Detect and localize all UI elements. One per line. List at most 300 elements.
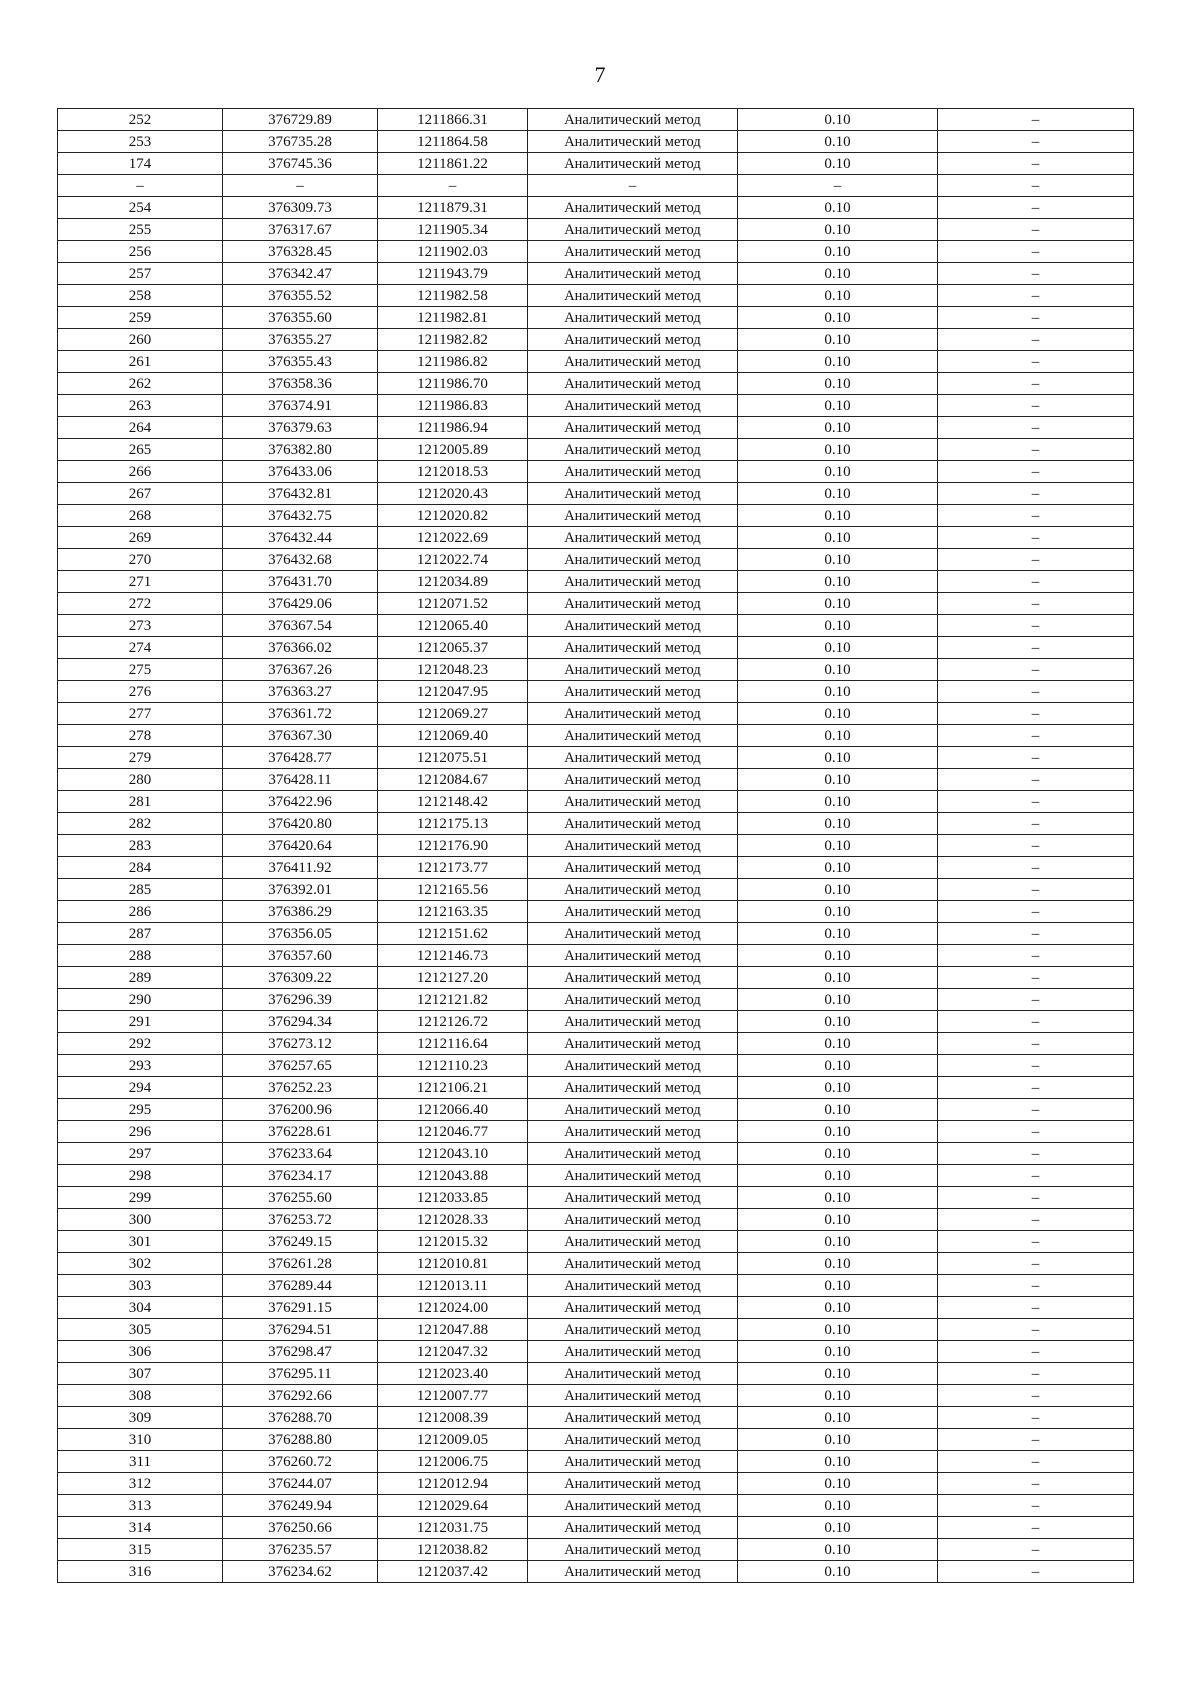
- method-cell: Аналитический метод: [528, 307, 738, 329]
- point-number-cell: 279: [58, 747, 223, 769]
- x-coordinate-cell: 376257.65: [223, 1055, 378, 1077]
- y-coordinate-cell: 1212024.00: [378, 1297, 528, 1319]
- x-coordinate-cell: 376228.61: [223, 1121, 378, 1143]
- accuracy-cell: 0.10: [738, 505, 938, 527]
- table-row: [58, 109, 1134, 131]
- point-number-cell: 309: [58, 1407, 223, 1429]
- method-cell: Аналитический метод: [528, 791, 738, 813]
- description-cell: –: [938, 945, 1134, 967]
- table-row: [58, 351, 1134, 373]
- method-cell: Аналитический метод: [528, 1143, 738, 1165]
- y-coordinate-cell: 1212034.89: [378, 571, 528, 593]
- method-cell: Аналитический метод: [528, 1165, 738, 1187]
- point-number-cell: 305: [58, 1319, 223, 1341]
- point-number-cell: 277: [58, 703, 223, 725]
- point-number-cell: 275: [58, 659, 223, 681]
- y-coordinate-cell: 1212106.21: [378, 1077, 528, 1099]
- description-cell: –: [938, 1231, 1134, 1253]
- point-number-cell: 308: [58, 1385, 223, 1407]
- x-coordinate-cell: 376357.60: [223, 945, 378, 967]
- description-cell: –: [938, 241, 1134, 263]
- table-row: [58, 549, 1134, 571]
- y-coordinate-cell: 1212020.82: [378, 505, 528, 527]
- x-coordinate-cell: 376298.47: [223, 1341, 378, 1363]
- y-coordinate-cell: 1212165.56: [378, 879, 528, 901]
- y-coordinate-cell: 1212069.27: [378, 703, 528, 725]
- table-row: [58, 417, 1134, 439]
- accuracy-cell: 0.10: [738, 1517, 938, 1539]
- description-cell: –: [938, 1209, 1134, 1231]
- point-number-cell: 258: [58, 285, 223, 307]
- accuracy-cell: 0.10: [738, 109, 938, 131]
- method-cell: Аналитический метод: [528, 1517, 738, 1539]
- point-number-cell: 313: [58, 1495, 223, 1517]
- x-coordinate-cell: 376433.06: [223, 461, 378, 483]
- y-coordinate-cell: 1212007.77: [378, 1385, 528, 1407]
- y-coordinate-cell: –: [378, 175, 528, 197]
- description-cell: –: [938, 1407, 1134, 1429]
- accuracy-cell: 0.10: [738, 549, 938, 571]
- y-coordinate-cell: 1212005.89: [378, 439, 528, 461]
- accuracy-cell: 0.10: [738, 1055, 938, 1077]
- method-cell: Аналитический метод: [528, 373, 738, 395]
- point-number-cell: 294: [58, 1077, 223, 1099]
- y-coordinate-cell: 1211982.81: [378, 307, 528, 329]
- point-number-cell: 283: [58, 835, 223, 857]
- x-coordinate-cell: 376273.12: [223, 1033, 378, 1055]
- point-number-cell: 253: [58, 131, 223, 153]
- accuracy-cell: 0.10: [738, 835, 938, 857]
- accuracy-cell: 0.10: [738, 967, 938, 989]
- description-cell: –: [938, 1143, 1134, 1165]
- method-cell: Аналитический метод: [528, 219, 738, 241]
- point-number-cell: 278: [58, 725, 223, 747]
- x-coordinate-cell: 376294.51: [223, 1319, 378, 1341]
- point-number-cell: 174: [58, 153, 223, 175]
- y-coordinate-cell: 1211986.83: [378, 395, 528, 417]
- x-coordinate-cell: 376289.44: [223, 1275, 378, 1297]
- method-cell: Аналитический метод: [528, 769, 738, 791]
- x-coordinate-cell: 376420.80: [223, 813, 378, 835]
- x-coordinate-cell: 376745.36: [223, 153, 378, 175]
- x-coordinate-cell: 376292.66: [223, 1385, 378, 1407]
- accuracy-cell: –: [738, 175, 938, 197]
- accuracy-cell: 0.10: [738, 1209, 938, 1231]
- table-row: [58, 1231, 1134, 1253]
- x-coordinate-cell: 376729.89: [223, 109, 378, 131]
- x-coordinate-cell: 376735.28: [223, 131, 378, 153]
- accuracy-cell: 0.10: [738, 1187, 938, 1209]
- table-row: [58, 505, 1134, 527]
- x-coordinate-cell: 376288.70: [223, 1407, 378, 1429]
- table-row: [58, 1209, 1134, 1231]
- point-number-cell: 263: [58, 395, 223, 417]
- description-cell: –: [938, 1297, 1134, 1319]
- description-cell: –: [938, 835, 1134, 857]
- coordinates-table-body: [58, 109, 1134, 1583]
- table-row: [58, 197, 1134, 219]
- table-row: [58, 681, 1134, 703]
- accuracy-cell: 0.10: [738, 1363, 938, 1385]
- method-cell: Аналитический метод: [528, 681, 738, 703]
- accuracy-cell: 0.10: [738, 1319, 938, 1341]
- x-coordinate-cell: 376355.43: [223, 351, 378, 373]
- method-cell: Аналитический метод: [528, 1473, 738, 1495]
- y-coordinate-cell: 1212006.75: [378, 1451, 528, 1473]
- x-coordinate-cell: 376250.66: [223, 1517, 378, 1539]
- description-cell: –: [938, 197, 1134, 219]
- x-coordinate-cell: 376249.94: [223, 1495, 378, 1517]
- x-coordinate-cell: 376386.29: [223, 901, 378, 923]
- table-row: [58, 615, 1134, 637]
- y-coordinate-cell: 1211982.82: [378, 329, 528, 351]
- accuracy-cell: 0.10: [738, 1341, 938, 1363]
- y-coordinate-cell: 1211866.31: [378, 109, 528, 131]
- accuracy-cell: 0.10: [738, 945, 938, 967]
- accuracy-cell: 0.10: [738, 1077, 938, 1099]
- accuracy-cell: 0.10: [738, 285, 938, 307]
- table-row: [58, 1319, 1134, 1341]
- point-number-cell: 315: [58, 1539, 223, 1561]
- point-number-cell: 316: [58, 1561, 223, 1583]
- x-coordinate-cell: 376428.77: [223, 747, 378, 769]
- method-cell: Аналитический метод: [528, 1209, 738, 1231]
- accuracy-cell: 0.10: [738, 263, 938, 285]
- method-cell: Аналитический метод: [528, 1011, 738, 1033]
- description-cell: –: [938, 153, 1134, 175]
- accuracy-cell: 0.10: [738, 659, 938, 681]
- table-row: [58, 1121, 1134, 1143]
- y-coordinate-cell: 1212043.10: [378, 1143, 528, 1165]
- method-cell: Аналитический метод: [528, 879, 738, 901]
- table-row: [58, 131, 1134, 153]
- x-coordinate-cell: 376291.15: [223, 1297, 378, 1319]
- table-row: [58, 1055, 1134, 1077]
- x-coordinate-cell: 376420.64: [223, 835, 378, 857]
- description-cell: –: [938, 175, 1134, 197]
- point-number-cell: 290: [58, 989, 223, 1011]
- x-coordinate-cell: 376356.05: [223, 923, 378, 945]
- description-cell: –: [938, 615, 1134, 637]
- x-coordinate-cell: 376431.70: [223, 571, 378, 593]
- point-number-cell: 302: [58, 1253, 223, 1275]
- accuracy-cell: 0.10: [738, 351, 938, 373]
- method-cell: Аналитический метод: [528, 1187, 738, 1209]
- description-cell: –: [938, 1033, 1134, 1055]
- accuracy-cell: 0.10: [738, 1297, 938, 1319]
- y-coordinate-cell: 1212047.88: [378, 1319, 528, 1341]
- table-row: [58, 1451, 1134, 1473]
- method-cell: Аналитический метод: [528, 1561, 738, 1583]
- description-cell: –: [938, 659, 1134, 681]
- description-cell: –: [938, 857, 1134, 879]
- y-coordinate-cell: 1212163.35: [378, 901, 528, 923]
- x-coordinate-cell: 376367.54: [223, 615, 378, 637]
- table-row: [58, 1099, 1134, 1121]
- x-coordinate-cell: 376422.96: [223, 791, 378, 813]
- table-row: [58, 813, 1134, 835]
- point-number-cell: 268: [58, 505, 223, 527]
- description-cell: –: [938, 219, 1134, 241]
- table-row: [58, 923, 1134, 945]
- point-number-cell: 286: [58, 901, 223, 923]
- description-cell: –: [938, 131, 1134, 153]
- description-cell: –: [938, 1165, 1134, 1187]
- x-coordinate-cell: 376260.72: [223, 1451, 378, 1473]
- point-number-cell: 314: [58, 1517, 223, 1539]
- description-cell: –: [938, 1055, 1134, 1077]
- accuracy-cell: 0.10: [738, 307, 938, 329]
- point-number-cell: 293: [58, 1055, 223, 1077]
- accuracy-cell: 0.10: [738, 901, 938, 923]
- description-cell: –: [938, 307, 1134, 329]
- y-coordinate-cell: 1212028.33: [378, 1209, 528, 1231]
- table-row: [58, 1517, 1134, 1539]
- x-coordinate-cell: 376374.91: [223, 395, 378, 417]
- method-cell: Аналитический метод: [528, 395, 738, 417]
- method-cell: Аналитический метод: [528, 703, 738, 725]
- accuracy-cell: 0.10: [738, 439, 938, 461]
- point-number-cell: 284: [58, 857, 223, 879]
- description-cell: –: [938, 483, 1134, 505]
- x-coordinate-cell: 376200.96: [223, 1099, 378, 1121]
- point-number-cell: 298: [58, 1165, 223, 1187]
- accuracy-cell: 0.10: [738, 615, 938, 637]
- method-cell: Аналитический метод: [528, 1275, 738, 1297]
- y-coordinate-cell: 1212008.39: [378, 1407, 528, 1429]
- description-cell: –: [938, 329, 1134, 351]
- table-row: [58, 1473, 1134, 1495]
- table-row: [58, 1143, 1134, 1165]
- x-coordinate-cell: 376358.36: [223, 373, 378, 395]
- x-coordinate-cell: 376309.22: [223, 967, 378, 989]
- table-row: [58, 747, 1134, 769]
- table-row: [58, 1297, 1134, 1319]
- x-coordinate-cell: 376244.07: [223, 1473, 378, 1495]
- x-coordinate-cell: 376295.11: [223, 1363, 378, 1385]
- point-number-cell: 266: [58, 461, 223, 483]
- method-cell: Аналитический метод: [528, 659, 738, 681]
- x-coordinate-cell: 376429.06: [223, 593, 378, 615]
- y-coordinate-cell: 1212012.94: [378, 1473, 528, 1495]
- x-coordinate-cell: 376296.39: [223, 989, 378, 1011]
- y-coordinate-cell: 1212020.43: [378, 483, 528, 505]
- point-number-cell: 276: [58, 681, 223, 703]
- y-coordinate-cell: 1212121.82: [378, 989, 528, 1011]
- accuracy-cell: 0.10: [738, 1561, 938, 1583]
- y-coordinate-cell: 1212069.40: [378, 725, 528, 747]
- accuracy-cell: 0.10: [738, 747, 938, 769]
- accuracy-cell: 0.10: [738, 395, 938, 417]
- description-cell: –: [938, 373, 1134, 395]
- accuracy-cell: 0.10: [738, 857, 938, 879]
- method-cell: Аналитический метод: [528, 1429, 738, 1451]
- description-cell: –: [938, 593, 1134, 615]
- table-row: [58, 879, 1134, 901]
- description-cell: –: [938, 417, 1134, 439]
- x-coordinate-cell: 376392.01: [223, 879, 378, 901]
- method-cell: Аналитический метод: [528, 967, 738, 989]
- description-cell: –: [938, 1429, 1134, 1451]
- method-cell: Аналитический метод: [528, 417, 738, 439]
- point-number-cell: 310: [58, 1429, 223, 1451]
- description-cell: –: [938, 1319, 1134, 1341]
- description-cell: –: [938, 769, 1134, 791]
- description-cell: –: [938, 1517, 1134, 1539]
- table-row: [58, 285, 1134, 307]
- page-number: 7: [594, 62, 606, 87]
- table-row: [58, 219, 1134, 241]
- description-cell: –: [938, 1495, 1134, 1517]
- accuracy-cell: 0.10: [738, 681, 938, 703]
- y-coordinate-cell: 1212151.62: [378, 923, 528, 945]
- y-coordinate-cell: 1212048.23: [378, 659, 528, 681]
- point-number-cell: 252: [58, 109, 223, 131]
- table-row: [58, 241, 1134, 263]
- accuracy-cell: 0.10: [738, 923, 938, 945]
- point-number-cell: 287: [58, 923, 223, 945]
- y-coordinate-cell: 1212029.64: [378, 1495, 528, 1517]
- accuracy-cell: 0.10: [738, 1275, 938, 1297]
- description-cell: –: [938, 901, 1134, 923]
- accuracy-cell: 0.10: [738, 703, 938, 725]
- point-number-cell: 285: [58, 879, 223, 901]
- y-coordinate-cell: 1212010.81: [378, 1253, 528, 1275]
- description-cell: –: [938, 109, 1134, 131]
- y-coordinate-cell: 1212037.42: [378, 1561, 528, 1583]
- description-cell: –: [938, 263, 1134, 285]
- y-coordinate-cell: 1212033.85: [378, 1187, 528, 1209]
- description-cell: –: [938, 439, 1134, 461]
- accuracy-cell: 0.10: [738, 1033, 938, 1055]
- coordinates-table: [57, 108, 1134, 1583]
- accuracy-cell: 0.10: [738, 329, 938, 351]
- point-number-cell: 300: [58, 1209, 223, 1231]
- description-cell: –: [938, 1121, 1134, 1143]
- method-cell: Аналитический метод: [528, 1297, 738, 1319]
- y-coordinate-cell: 1211986.94: [378, 417, 528, 439]
- x-coordinate-cell: 376432.44: [223, 527, 378, 549]
- point-number-cell: 264: [58, 417, 223, 439]
- accuracy-cell: 0.10: [738, 725, 938, 747]
- y-coordinate-cell: 1212022.69: [378, 527, 528, 549]
- x-coordinate-cell: 376342.47: [223, 263, 378, 285]
- point-number-cell: 265: [58, 439, 223, 461]
- y-coordinate-cell: 1211864.58: [378, 131, 528, 153]
- method-cell: Аналитический метод: [528, 571, 738, 593]
- x-coordinate-cell: 376367.26: [223, 659, 378, 681]
- method-cell: Аналитический метод: [528, 725, 738, 747]
- description-cell: –: [938, 1099, 1134, 1121]
- description-cell: –: [938, 1077, 1134, 1099]
- table-row: [58, 373, 1134, 395]
- x-coordinate-cell: 376363.27: [223, 681, 378, 703]
- x-coordinate-cell: 376366.02: [223, 637, 378, 659]
- table-row: [58, 1539, 1134, 1561]
- table-row: [58, 1385, 1134, 1407]
- accuracy-cell: 0.10: [738, 1253, 938, 1275]
- description-cell: –: [938, 549, 1134, 571]
- method-cell: Аналитический метод: [528, 527, 738, 549]
- method-cell: Аналитический метод: [528, 1099, 738, 1121]
- x-coordinate-cell: 376261.28: [223, 1253, 378, 1275]
- y-coordinate-cell: 1212126.72: [378, 1011, 528, 1033]
- description-cell: –: [938, 1385, 1134, 1407]
- y-coordinate-cell: 1212047.32: [378, 1341, 528, 1363]
- table-row: [58, 1187, 1134, 1209]
- method-cell: Аналитический метод: [528, 637, 738, 659]
- table-row: [58, 1363, 1134, 1385]
- description-cell: –: [938, 1011, 1134, 1033]
- table-row: [58, 769, 1134, 791]
- description-cell: –: [938, 1275, 1134, 1297]
- y-coordinate-cell: 1212065.37: [378, 637, 528, 659]
- method-cell: Аналитический метод: [528, 461, 738, 483]
- point-number-cell: 260: [58, 329, 223, 351]
- y-coordinate-cell: 1212175.13: [378, 813, 528, 835]
- table-row: [58, 571, 1134, 593]
- method-cell: Аналитический метод: [528, 1253, 738, 1275]
- method-cell: Аналитический метод: [528, 615, 738, 637]
- accuracy-cell: 0.10: [738, 1495, 938, 1517]
- accuracy-cell: 0.10: [738, 131, 938, 153]
- accuracy-cell: 0.10: [738, 1385, 938, 1407]
- table-row: [58, 439, 1134, 461]
- table-row: [58, 725, 1134, 747]
- table-row: [58, 329, 1134, 351]
- method-cell: Аналитический метод: [528, 263, 738, 285]
- method-cell: Аналитический метод: [528, 241, 738, 263]
- description-cell: –: [938, 791, 1134, 813]
- point-number-cell: 282: [58, 813, 223, 835]
- accuracy-cell: 0.10: [738, 1539, 938, 1561]
- method-cell: Аналитический метод: [528, 1385, 738, 1407]
- point-number-cell: 255: [58, 219, 223, 241]
- table-row: [58, 593, 1134, 615]
- description-cell: –: [938, 571, 1134, 593]
- table-row: [58, 153, 1134, 175]
- accuracy-cell: 0.10: [738, 153, 938, 175]
- description-cell: –: [938, 1451, 1134, 1473]
- x-coordinate-cell: 376234.17: [223, 1165, 378, 1187]
- point-number-cell: 288: [58, 945, 223, 967]
- accuracy-cell: 0.10: [738, 197, 938, 219]
- accuracy-cell: 0.10: [738, 593, 938, 615]
- description-cell: –: [938, 1561, 1134, 1583]
- table-row: [58, 791, 1134, 813]
- y-coordinate-cell: 1212046.77: [378, 1121, 528, 1143]
- x-coordinate-cell: –: [223, 175, 378, 197]
- description-cell: –: [938, 285, 1134, 307]
- x-coordinate-cell: 376355.52: [223, 285, 378, 307]
- x-coordinate-cell: 376361.72: [223, 703, 378, 725]
- table-row: [58, 395, 1134, 417]
- point-number-cell: 304: [58, 1297, 223, 1319]
- description-cell: –: [938, 1341, 1134, 1363]
- point-number-cell: 270: [58, 549, 223, 571]
- x-coordinate-cell: 376255.60: [223, 1187, 378, 1209]
- point-number-cell: 295: [58, 1099, 223, 1121]
- x-coordinate-cell: 376355.60: [223, 307, 378, 329]
- x-coordinate-cell: 376432.81: [223, 483, 378, 505]
- table-row: [58, 1341, 1134, 1363]
- description-cell: –: [938, 813, 1134, 835]
- x-coordinate-cell: 376317.67: [223, 219, 378, 241]
- description-cell: –: [938, 967, 1134, 989]
- method-cell: Аналитический метод: [528, 439, 738, 461]
- method-cell: Аналитический метод: [528, 1363, 738, 1385]
- point-number-cell: 256: [58, 241, 223, 263]
